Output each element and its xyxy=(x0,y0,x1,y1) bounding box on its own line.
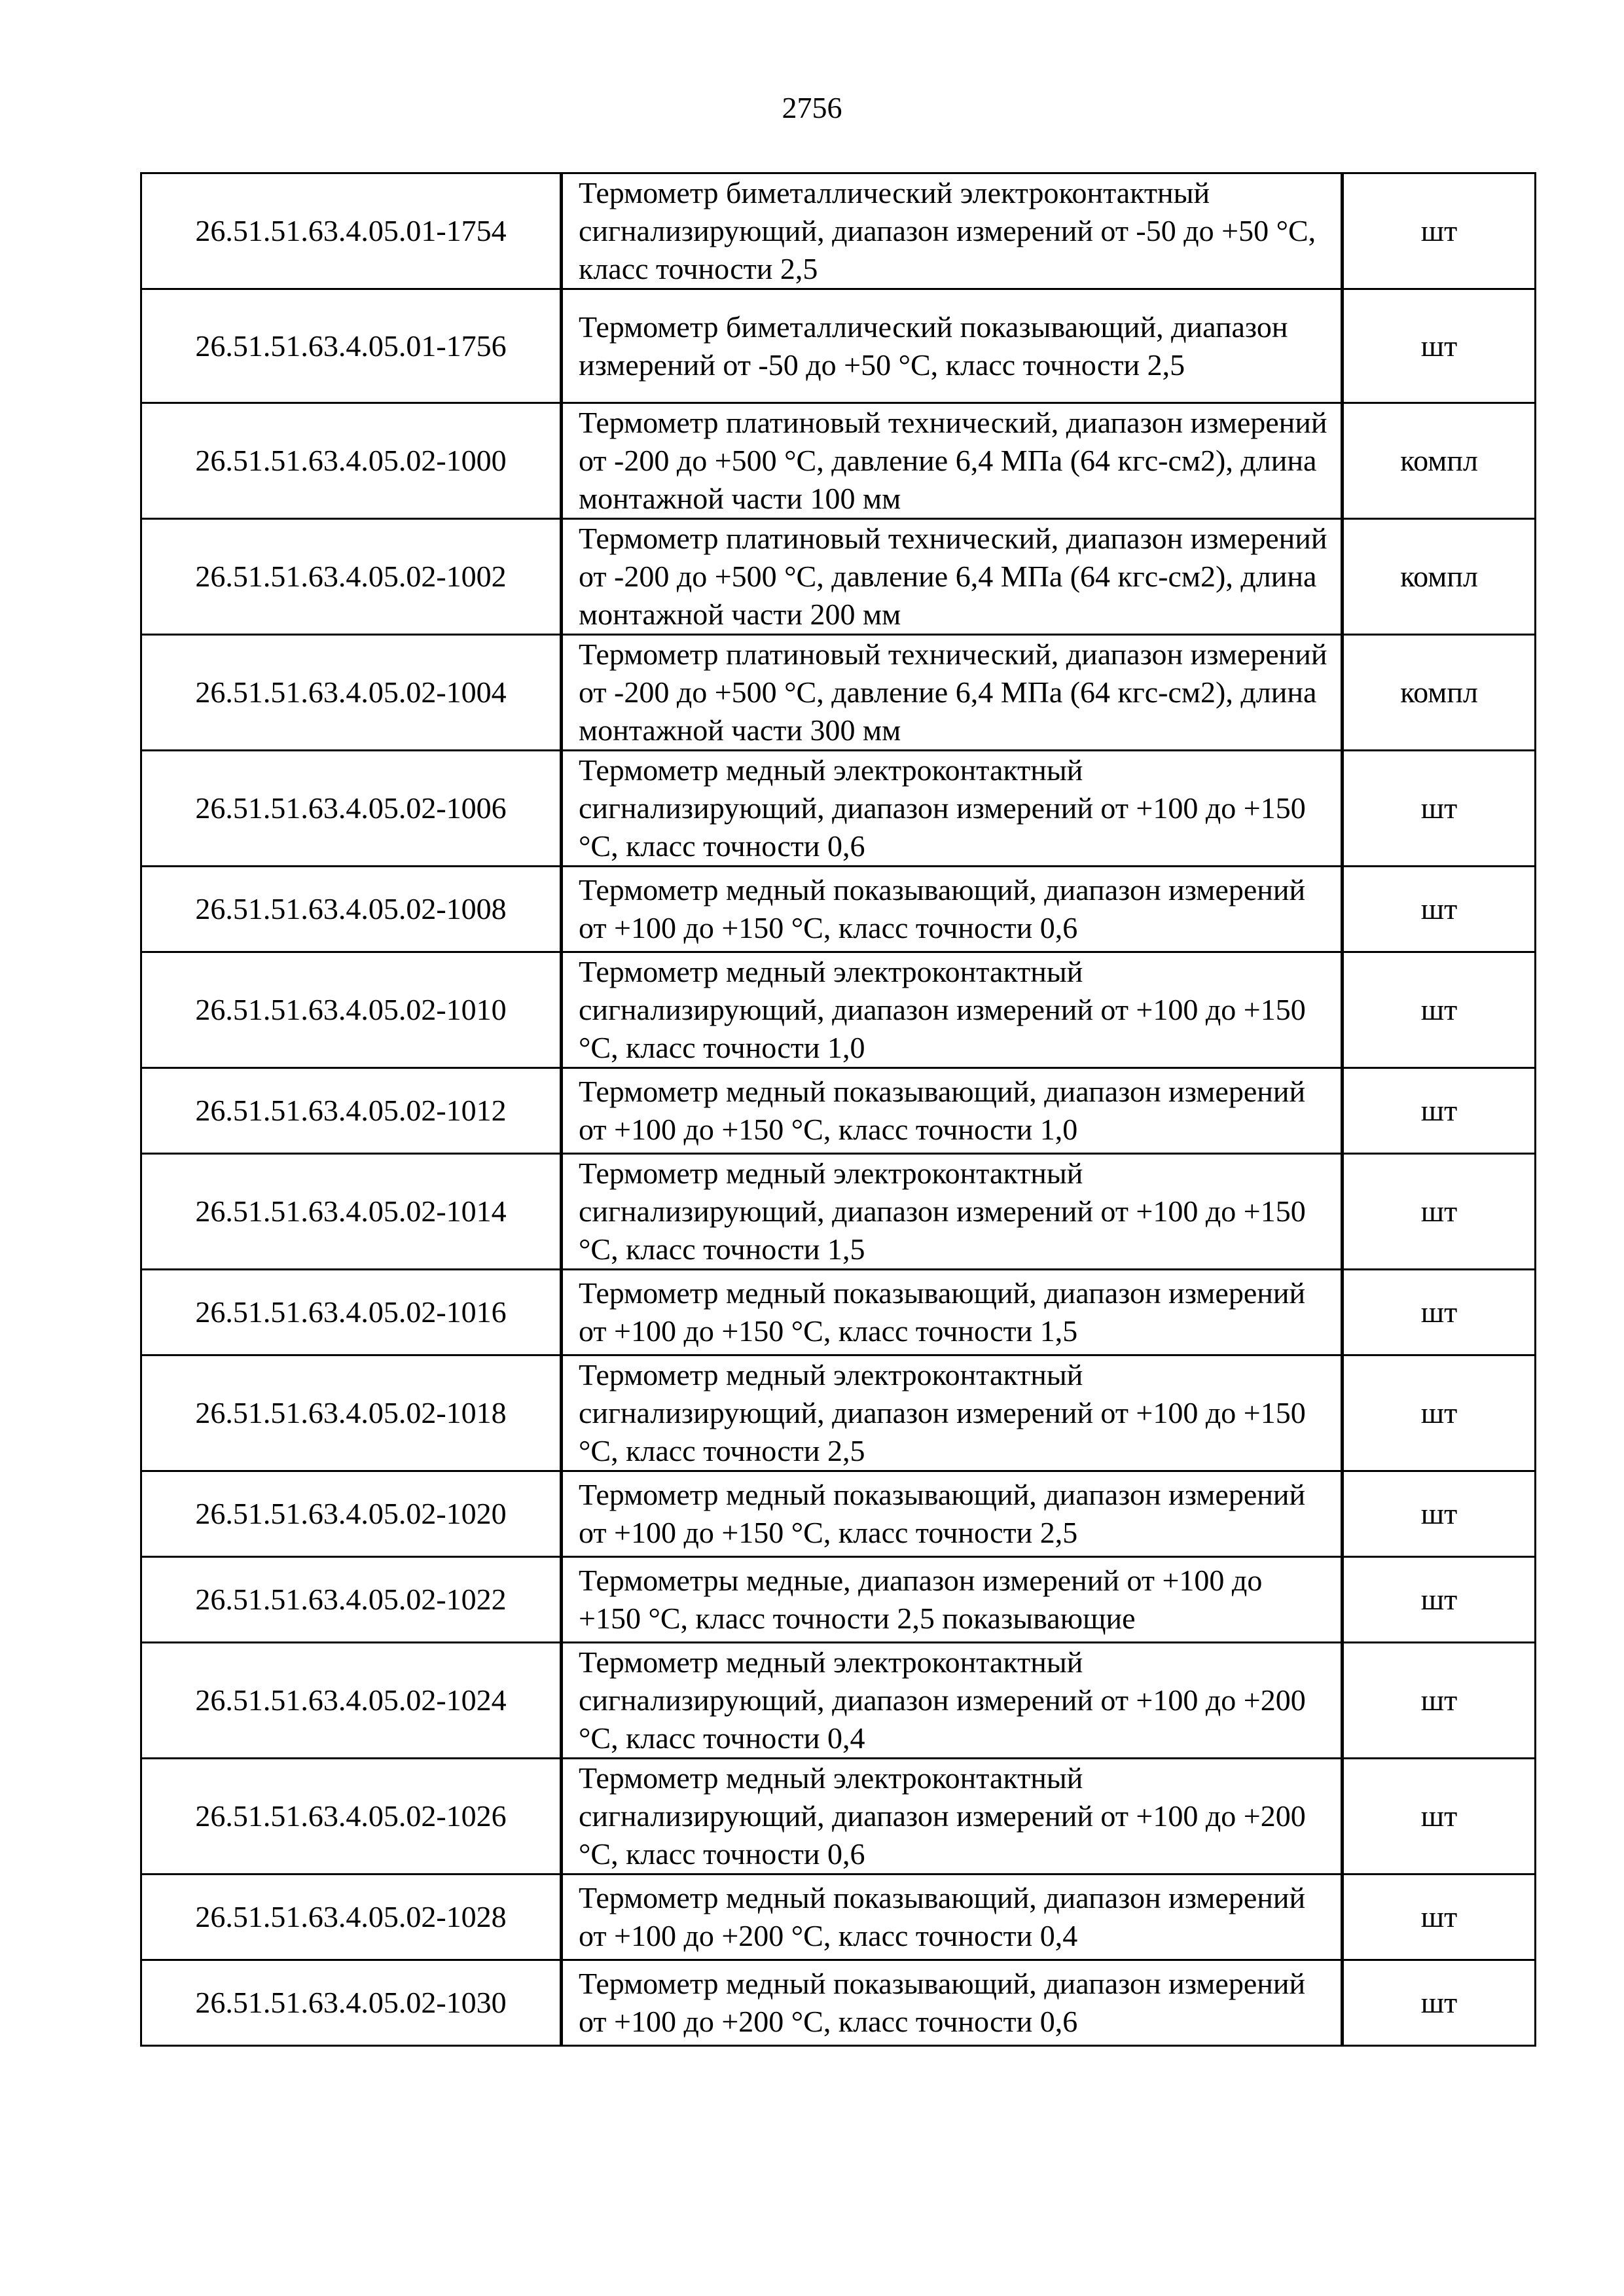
row-description: Термометр медный электроконтактный сигнализирующий, диапазон измерений от +100 до +150 °С, класс точности 1,5 xyxy=(562,1154,1343,1270)
row-code: 26.51.51.63.4.05.02-1018 xyxy=(141,1355,562,1471)
row-description: Термометр платиновый технический, диапазон измерений от -200 до +500 °С, давление 6,4 МПа (64 кгс-см2), длина монтажной части 100 мм xyxy=(562,403,1343,519)
row-unit: шт xyxy=(1343,751,1536,867)
row-unit: шт xyxy=(1343,952,1536,1068)
row-unit: шт xyxy=(1343,1960,1536,2046)
row-unit: компл xyxy=(1343,519,1536,635)
row-code: 26.51.51.63.4.05.02-1016 xyxy=(141,1270,562,1355)
table-row xyxy=(141,1960,1536,2046)
row-unit: шт xyxy=(1343,1270,1536,1355)
row-code: 26.51.51.63.4.05.02-1012 xyxy=(141,1068,562,1154)
row-description: Термометр медный показывающий, диапазон измерений от +100 до +150 °С, класс точности 2,5 xyxy=(562,1471,1343,1557)
table-row xyxy=(141,635,1536,751)
row-code: 26.51.51.63.4.05.02-1010 xyxy=(141,952,562,1068)
row-unit: компл xyxy=(1343,635,1536,751)
row-unit: шт xyxy=(1343,1874,1536,1960)
row-code: 26.51.51.63.4.05.02-1008 xyxy=(141,867,562,952)
row-code: 26.51.51.63.4.05.02-1020 xyxy=(141,1471,562,1557)
table-row xyxy=(141,403,1536,519)
row-code: 26.51.51.63.4.05.02-1002 xyxy=(141,519,562,635)
price-catalog-table xyxy=(140,172,1536,2047)
row-unit: шт xyxy=(1343,1355,1536,1471)
row-code: 26.51.51.63.4.05.01-1754 xyxy=(141,173,562,289)
row-description: Термометр медный электроконтактный сигнализирующий, диапазон измерений от +100 до +200 °С, класс точности 0,4 xyxy=(562,1643,1343,1759)
row-unit: шт xyxy=(1343,1154,1536,1270)
page-number: 2756 xyxy=(782,91,842,124)
table-row xyxy=(141,751,1536,867)
row-unit: шт xyxy=(1343,1759,1536,1874)
row-unit: шт xyxy=(1343,1471,1536,1557)
row-code: 26.51.51.63.4.05.02-1022 xyxy=(141,1557,562,1643)
row-unit: шт xyxy=(1343,867,1536,952)
row-description: Термометр медный электроконтактный сигнализирующий, диапазон измерений от +100 до +150 °С, класс точности 1,0 xyxy=(562,952,1343,1068)
table-row xyxy=(141,952,1536,1068)
row-code: 26.51.51.63.4.05.02-1028 xyxy=(141,1874,562,1960)
table-row xyxy=(141,1759,1536,1874)
table-row xyxy=(141,1471,1536,1557)
row-unit: шт xyxy=(1343,173,1536,289)
table-row xyxy=(141,1068,1536,1154)
row-code: 26.51.51.63.4.05.01-1756 xyxy=(141,289,562,403)
table-row xyxy=(141,173,1536,289)
row-code: 26.51.51.63.4.05.02-1006 xyxy=(141,751,562,867)
table-row xyxy=(141,1270,1536,1355)
row-unit: шт xyxy=(1343,1068,1536,1154)
row-description: Термометр медный электроконтактный сигнализирующий, диапазон измерений от +100 до +150 °С, класс точности 2,5 xyxy=(562,1355,1343,1471)
row-description: Термометр медный показывающий, диапазон измерений от +100 до +200 °С, класс точности 0,6 xyxy=(562,1960,1343,2046)
row-description: Термометр медный электроконтактный сигнализирующий, диапазон измерений от +100 до +150 °С, класс точности 0,6 xyxy=(562,751,1343,867)
table-row xyxy=(141,1355,1536,1471)
row-unit: шт xyxy=(1343,1557,1536,1643)
table-row xyxy=(141,289,1536,403)
row-description: Термометры медные, диапазон измерений от +100 до +150 °С, класс точности 2,5 показывающие xyxy=(562,1557,1343,1643)
row-unit: шт xyxy=(1343,1643,1536,1759)
row-code: 26.51.51.63.4.05.02-1024 xyxy=(141,1643,562,1759)
table-row xyxy=(141,867,1536,952)
table-row xyxy=(141,1874,1536,1960)
row-code: 26.51.51.63.4.05.02-1004 xyxy=(141,635,562,751)
row-unit: компл xyxy=(1343,403,1536,519)
row-description: Термометр медный показывающий, диапазон измерений от +100 до +150 °С, класс точности 0,6 xyxy=(562,867,1343,952)
row-code: 26.51.51.63.4.05.02-1026 xyxy=(141,1759,562,1874)
row-code: 26.51.51.63.4.05.02-1030 xyxy=(141,1960,562,2046)
row-description: Термометр медный электроконтактный сигнализирующий, диапазон измерений от +100 до +200 °С, класс точности 0,6 xyxy=(562,1759,1343,1874)
row-description: Термометр медный показывающий, диапазон измерений от +100 до +150 °С, класс точности 1,5 xyxy=(562,1270,1343,1355)
row-code: 26.51.51.63.4.05.02-1000 xyxy=(141,403,562,519)
row-unit: шт xyxy=(1343,289,1536,403)
table-row xyxy=(141,1154,1536,1270)
table-row xyxy=(141,519,1536,635)
row-description: Термометр биметаллический электроконтактный сигнализирующий, диапазон измерений от -50 до +50 °С, класс точности 2,5 xyxy=(562,173,1343,289)
row-description: Термометр медный показывающий, диапазон измерений от +100 до +150 °С, класс точности 1,0 xyxy=(562,1068,1343,1154)
row-code: 26.51.51.63.4.05.02-1014 xyxy=(141,1154,562,1270)
row-description: Термометр медный показывающий, диапазон измерений от +100 до +200 °С, класс точности 0,4 xyxy=(562,1874,1343,1960)
row-description: Термометр платиновый технический, диапазон измерений от -200 до +500 °С, давление 6,4 МПа (64 кгс-см2), длина монтажной части 300 мм xyxy=(562,635,1343,751)
row-description: Термометр платиновый технический, диапазон измерений от -200 до +500 °С, давление 6,4 МПа (64 кгс-см2), длина монтажной части 200 мм xyxy=(562,519,1343,635)
table-row xyxy=(141,1557,1536,1643)
table-row xyxy=(141,1643,1536,1759)
row-description: Термометр биметаллический показывающий, диапазон измерений от -50 до +50 °С, класс точности 2,5 xyxy=(562,289,1343,403)
